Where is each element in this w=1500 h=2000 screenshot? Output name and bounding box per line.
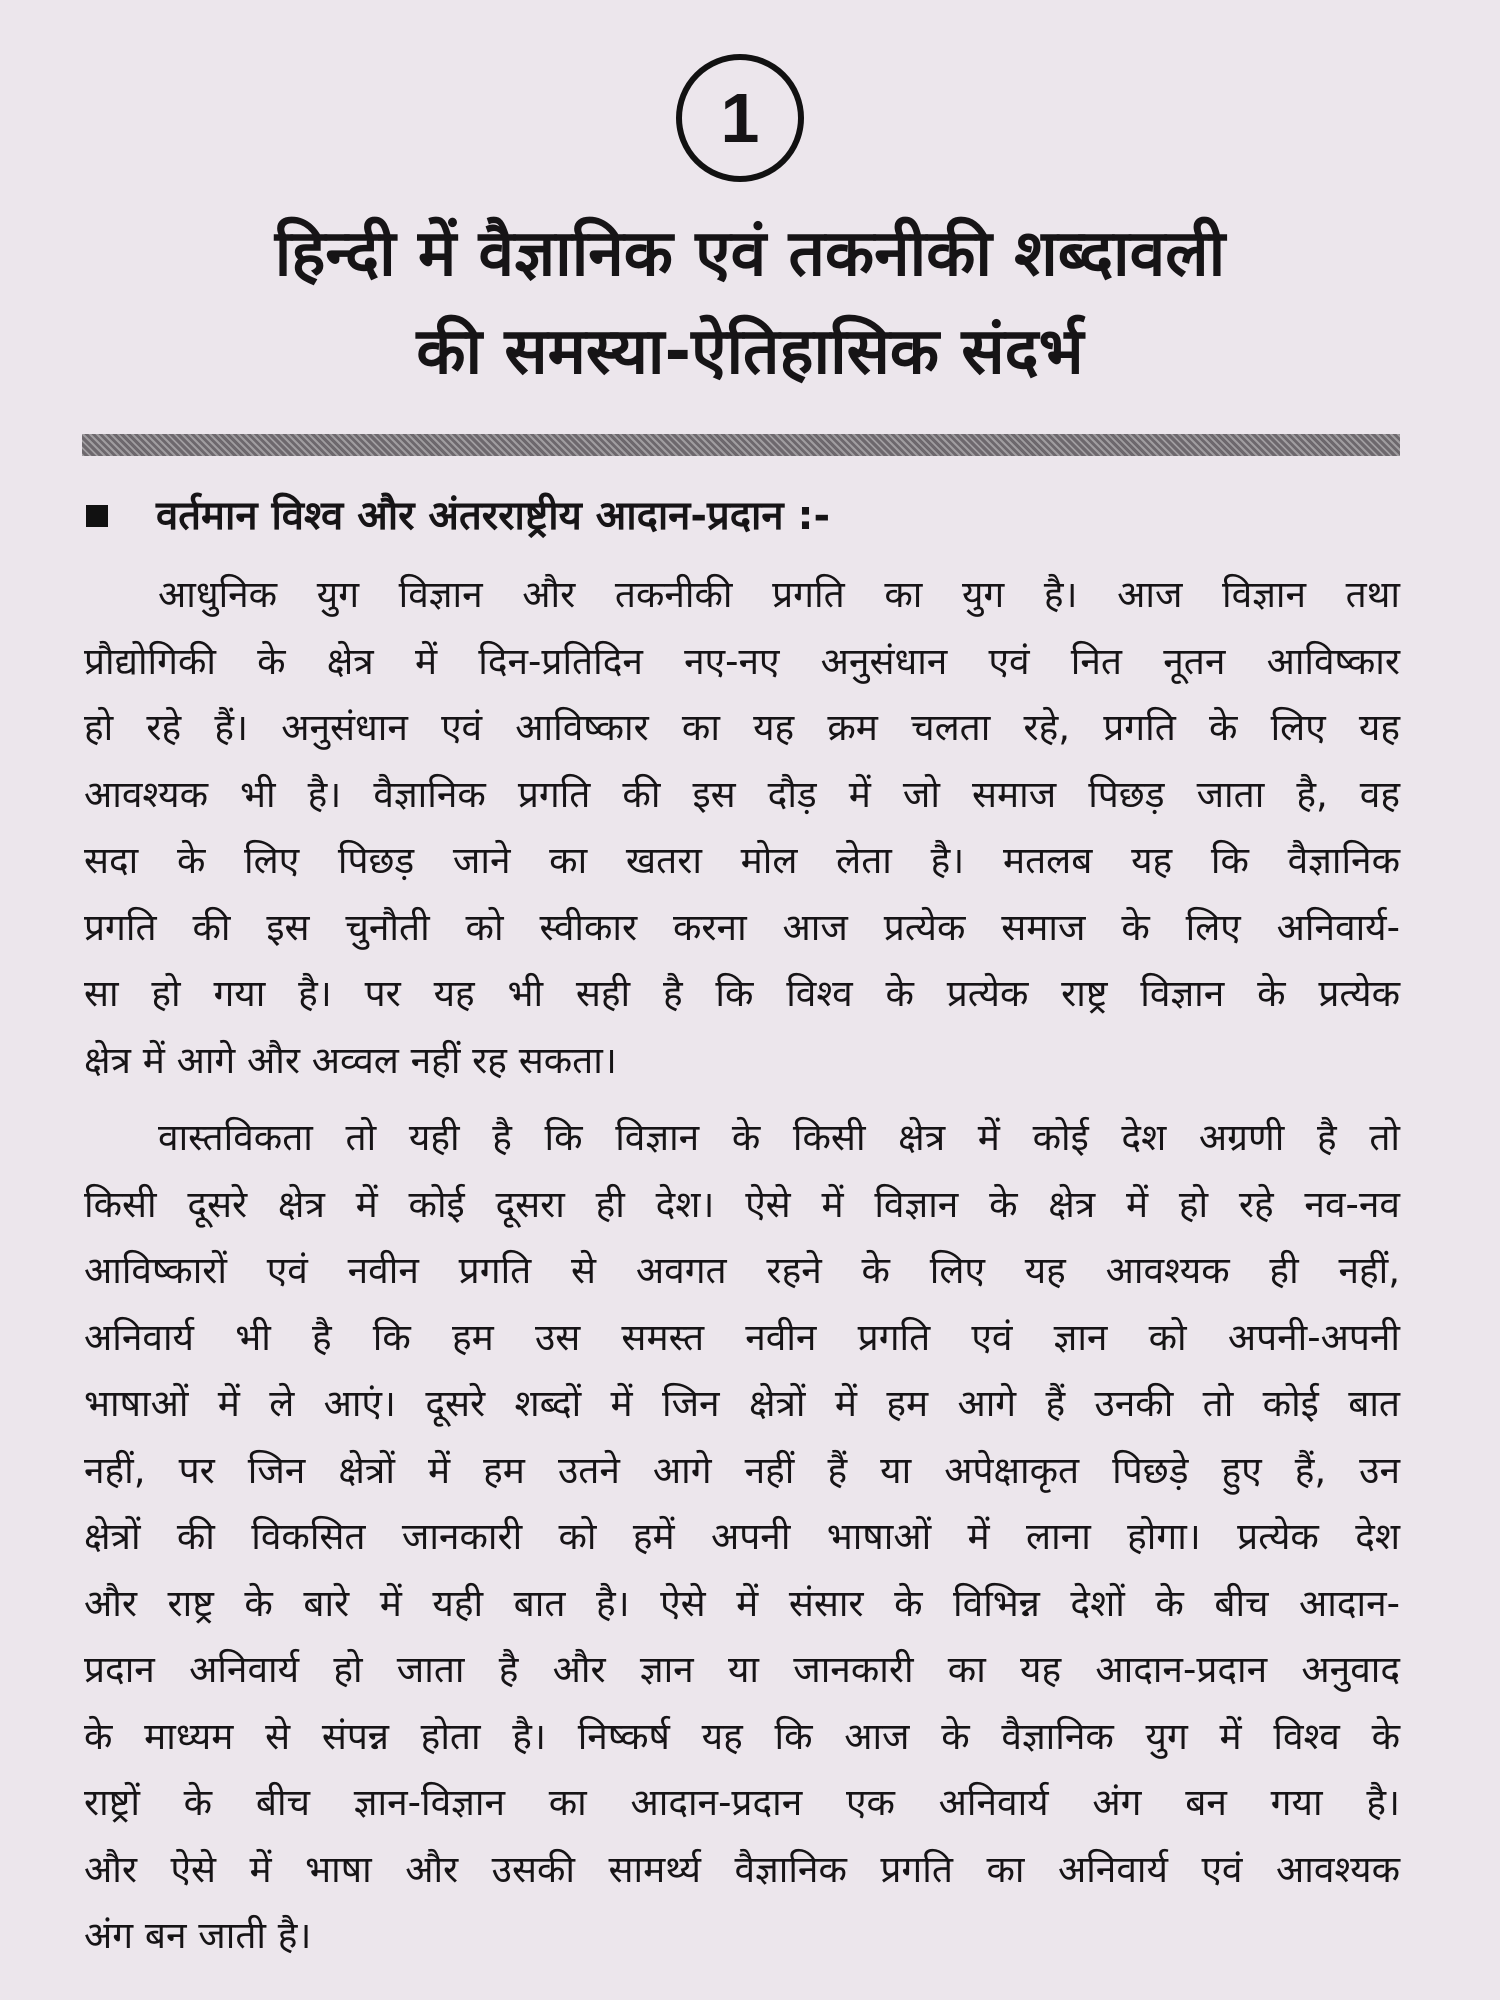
square-bullet-icon bbox=[86, 505, 108, 527]
paragraph-line: अनिवार्य भी है कि हम उस समस्त नवीन प्रगति एवं ज्ञान को अपनी-अपनी bbox=[84, 1315, 1400, 1359]
paragraph-line: सा हो गया है। पर यह भी सही है कि विश्व के प्रत्येक राष्ट्र विज्ञान के प्रत्येक bbox=[84, 972, 1400, 1015]
paragraph-line: अंग बन जाती है। bbox=[84, 1914, 312, 1957]
paragraph-2 bbox=[84, 1105, 1400, 1970]
chapter-title-line-2: की समस्या-ऐतिहासिक संदर्भ bbox=[416, 315, 1084, 389]
section-heading-text: वर्तमान विश्व और अंतरराष्ट्रीय आदान-प्रदान :- bbox=[156, 493, 831, 539]
paragraph-line: प्रौद्योगिकी के क्षेत्र में दिन-प्रतिदिन नए-नए अनुसंधान एवं नित नूतन आविष्कार bbox=[84, 639, 1400, 683]
paragraph-line: राष्ट्रों के बीच ज्ञान-विज्ञान का आदान-प्रदान एक अनिवार्य अंग बन गया है। bbox=[84, 1781, 1400, 1824]
section-heading bbox=[84, 488, 1404, 544]
chapter-title bbox=[80, 205, 1420, 401]
paragraph-line: नहीं, पर जिन क्षेत्रों में हम उतने आगे नहीं हैं या अपेक्षाकृत पिछड़े हुए हैं, उन bbox=[84, 1448, 1400, 1492]
paragraph-line: किसी दूसरे क्षेत्र में कोई दूसरा ही देश। ऐसे में विज्ञान के क्षेत्र में हो रहे नव-नव bbox=[84, 1182, 1400, 1226]
chapter-number: 1 bbox=[720, 79, 760, 157]
paragraph-line: आधुनिक युग विज्ञान और तकनीकी प्रगति का युग है। आज विज्ञान तथा bbox=[158, 573, 1400, 616]
paragraph-line: और ऐसे में भाषा और उसकी सामर्थ्य वैज्ञानिक प्रगति का अनिवार्य एवं आवश्यक bbox=[84, 1847, 1400, 1891]
paragraph-line: आविष्कारों एवं नवीन प्रगति से अवगत रहने के लिए यह आवश्यक ही नहीं, bbox=[84, 1249, 1400, 1292]
paragraph-line: सदा के लिए पिछड़ जाने का खतरा मोल लेता है। मतलब यह कि वैज्ञानिक bbox=[84, 839, 1400, 882]
paragraph-line: भाषाओं में ले आएं। दूसरे शब्दों में जिन क्षेत्रों में हम आगे हैं उनकी तो कोई बात bbox=[84, 1382, 1400, 1425]
paragraph-line: और राष्ट्र के बारे में यही बात है। ऐसे में संसार के विभिन्न देशों के बीच आदान- bbox=[84, 1581, 1400, 1625]
paragraph-line: वास्तविकता तो यही है कि विज्ञान के किसी क्षेत्र में कोई देश अग्रणी है तो bbox=[158, 1116, 1400, 1159]
chapter-title-line-1: हिन्दी में वैज्ञानिक एवं तकनीकी शब्दावली bbox=[274, 217, 1226, 291]
paragraph-line: आवश्यक भी है। वैज्ञानिक प्रगति की इस दौड़ में जो समाज पिछड़ जाता है, वह bbox=[84, 772, 1400, 816]
title-divider bbox=[82, 434, 1400, 456]
paragraph-1 bbox=[84, 562, 1400, 1094]
paragraph-line: हो रहे हैं। अनुसंधान एवं आविष्कार का यह क्रम चलता रहे, प्रगति के लिए यह bbox=[84, 706, 1400, 749]
paragraph-line: क्षेत्र में आगे और अव्वल नहीं रह सकता। bbox=[84, 1038, 617, 1082]
paragraph-line: के माध्यम से संपन्न होता है। निष्कर्ष यह कि आज के वैज्ञानिक युग में विश्व के bbox=[84, 1714, 1400, 1758]
paragraph-line: प्रदान अनिवार्य हो जाता है और ज्ञान या जानकारी का यह आदान-प्रदान अनुवाद bbox=[84, 1648, 1400, 1691]
paragraph-line: प्रगति की इस चुनौती को स्वीकार करना आज प्रत्येक समाज के लिए अनिवार्य- bbox=[84, 905, 1400, 949]
chapter-number-badge bbox=[676, 54, 804, 182]
paragraph-line: क्षेत्रों की विकसित जानकारी को हमें अपनी भाषाओं में लाना होगा। प्रत्येक देश bbox=[84, 1515, 1400, 1558]
